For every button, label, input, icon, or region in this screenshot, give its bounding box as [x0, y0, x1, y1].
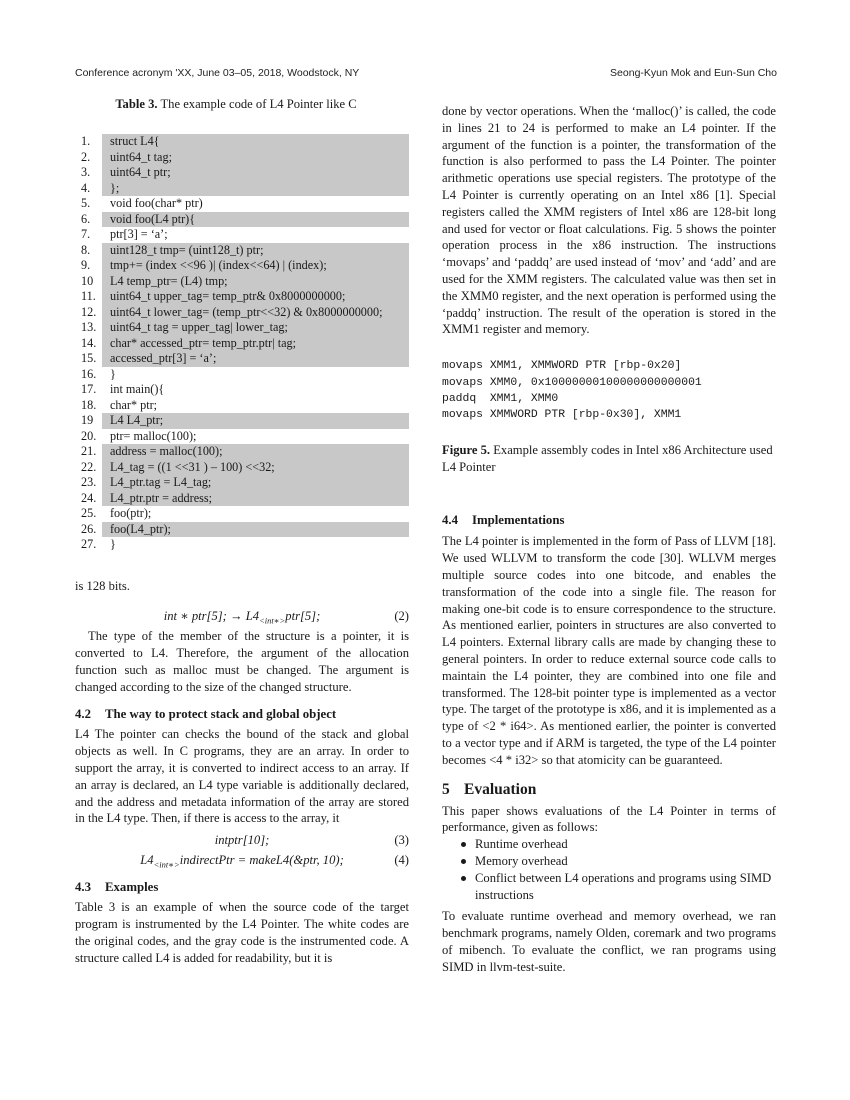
asm-line: movaps XMM0, 0x10000000100000000000001	[442, 376, 702, 389]
code-line-number: 5.	[81, 196, 91, 210]
figure-5-caption	[442, 442, 776, 476]
paragraph-type: The type of the member of the structure is a pointer, it is converted to L4. Therefore, the argument of the allocation function such as malloc must be changed. The argument is changed according to the size of the changed structure.	[75, 629, 409, 694]
code-line-number: 11.	[81, 289, 96, 303]
paragraph-bits: is 128 bits.	[75, 578, 130, 593]
equation-2	[75, 606, 409, 626]
code-line-text: L4_tag = ((1 <<31 ) – 100) <<32;	[102, 460, 409, 476]
code-line-text: uint64_t upper_tag= temp_ptr& 0x8000000000;	[102, 289, 409, 305]
equation-2-math: int ∗ ptr[5]; → $L4_{<int∗>}ptr[5]$;	[163, 609, 321, 626]
code-line-number: 2.	[81, 149, 91, 164]
code-row	[75, 320, 409, 336]
code-line-number: 18.	[81, 397, 97, 412]
code-line-number: 20.	[81, 428, 97, 443]
code-line-text: L4 temp_ptr= (L4) tmp;	[102, 274, 409, 290]
paragraph-5-intro: This paper shows evaluations of the L4 Pointer in terms of performance, given as follows:	[442, 803, 776, 835]
paragraph-evaluation: To evaluate runtime overhead and memory overhead, we ran benchmark programs, namely Olden, coremark and two programs of mibench. To evaluate the conflict, we ran programs using SIMD in llvm-test-suite.	[442, 909, 776, 974]
running-header-right: Seong-Kyun Mok and Eun-Sun Cho	[610, 67, 777, 79]
paragraph-vector-ops: done by vector operations. When the ‘malloc()’ is called, the code in lines 21 to 24 is performed to make an L4 pointer. If the argument of the function is a pointer, the transformation of the function is also performed to pass the L4 Pointer. The pointer arithmetic operations use special registers. The prototype of the L4 Pointer is currently operating on an Intel x86 [1]. Special registers called the XMM registers of Intel x86 are 128-bit long and used for vector or float calculations. Fig. 5 shows the pointer operation process in the x86 instruction. The instructions ‘movaps’ and ‘paddq’ are used instead of ‘mov’ and ‘add’ and are used for the XMM registers. The calculated value was then set in the XMM0 register, and the next operation is performed using the ‘paddq’ instruction. The result of the operation is stored in the XMM1 register and memory.	[442, 104, 776, 337]
section-4-4-heading: 4.4 Implementations	[442, 513, 565, 528]
code-row	[75, 243, 409, 259]
right-column	[442, 95, 776, 976]
code-line-text: L4_ptr.ptr = address;	[102, 491, 409, 507]
code-line-text: L4_ptr.tag = L4_tag;	[102, 475, 409, 491]
code-row	[75, 289, 409, 305]
code-row	[75, 506, 409, 522]
code-line-number: 25.	[81, 506, 97, 520]
asm-line: paddq XMM1, XMM0	[442, 392, 559, 405]
paragraph-4-2: L4 The pointer can checks the bound of the stack and global objects as well. In C programs, they are an array. In order to support the array, it is converted to indirect access to an array. If an array is declared, an L4 type variable is additionally declared, and the address and metadata information of the array are stored in the L4 type. Then, if there is access to the array, it	[75, 727, 409, 826]
code-line-number: 8.	[81, 242, 91, 257]
code-line-number: 9.	[81, 258, 91, 272]
code-line-text: }	[110, 366, 116, 381]
code-line-number: 6.	[81, 211, 91, 226]
code-row	[75, 351, 409, 367]
equation-3-math: intptr[10];	[214, 833, 270, 848]
equation-3	[75, 830, 409, 850]
paragraph-4-4: The L4 pointer is implemented in the form of Pass of LLVM [18]. We used WLLVM to transform the code [30]. WLLVM merges multiple source codes into one bitcode, and enables the transformation of the code into a single file. The reason for making one-bit code is to ensure correspondence to the structure. As mentioned earlier, pointers in structures are also converted to L4 pointers. External library calls are made by changing these to general pointers. In order to reduce external source code calls to maintain the L4 pointer, they are combined into one file and transformed. The 128-bit pointer type is implemented as a vector type. The target of the prototype is x86, and it is implemented as a type of <2 * i64>. As mentioned earlier, the pointer is converted to a vector type and if ARM is targeted, the type of the L4 pointer becomes <4 * i32> so that atomicity can be guaranteed.	[442, 534, 776, 767]
code-line-text: uint64_t lower_tag= (temp_ptr<<32) & 0x8000000000;	[102, 305, 409, 321]
code-table	[75, 134, 409, 553]
equation-3-number: (3)	[394, 833, 409, 848]
code-row	[75, 460, 409, 476]
code-line-text: }	[110, 537, 116, 551]
code-line-number: 17.	[81, 382, 97, 396]
code-line-text: tmp+= (index <<96 )| (index<<64) | (index);	[102, 258, 409, 274]
code-line-number: 27.	[81, 537, 97, 551]
code-line-number: 10	[81, 273, 94, 288]
code-row	[75, 274, 409, 290]
code-line-text: struct L4{	[102, 134, 409, 150]
code-line-number: 13.	[81, 320, 97, 334]
code-row	[75, 475, 409, 491]
code-line-text: uint64_t tag;	[102, 150, 409, 166]
code-line-text: void foo(char* ptr)	[110, 196, 203, 210]
equation-4	[75, 850, 409, 870]
code-line-number: 14.	[81, 335, 97, 350]
table-caption-text: The example code of L4 Pointer like C	[160, 97, 357, 111]
section-4-2-heading: 4.2 The way to protect stack and global object	[75, 707, 337, 722]
code-row	[75, 181, 409, 197]
code-row	[75, 336, 409, 352]
code-row	[75, 227, 409, 243]
code-row	[75, 367, 409, 383]
assembly-listing	[442, 358, 776, 424]
code-line-text: address = malloc(100);	[102, 444, 409, 460]
code-line-number: 22.	[81, 459, 97, 474]
equation-2-number: (2)	[394, 609, 409, 624]
table-caption	[75, 97, 409, 112]
code-line-number: 4.	[81, 180, 91, 195]
code-line-number: 16.	[81, 366, 97, 381]
code-line-text: };	[102, 181, 409, 197]
code-line-number: 23.	[81, 475, 97, 489]
code-row	[75, 305, 409, 321]
code-row	[75, 398, 409, 414]
section-4-3-heading: 4.3 Examples	[75, 880, 159, 895]
table-label: Table 3.	[115, 97, 158, 111]
code-line-text: uint64_t tag = upper_tag| lower_tag;	[102, 320, 409, 336]
section-5-heading: 5 Evaluation	[442, 780, 537, 798]
list-item: Runtime overhead	[442, 836, 776, 853]
code-line-number: 21.	[81, 444, 97, 458]
asm-line: movaps XMMWORD PTR [rbp-0x30], XMM1	[442, 409, 682, 422]
code-line-text: accessed_ptr[3] = ‘a’;	[102, 351, 409, 367]
code-row	[75, 413, 409, 429]
code-line-number: 19	[81, 413, 94, 427]
figure-5-caption-text: Example assembly codes in Intel x86 Architecture used L4 Pointer	[442, 442, 773, 474]
code-row	[75, 537, 409, 553]
code-line-number: 26.	[81, 521, 97, 536]
code-row	[75, 382, 409, 398]
code-line-text: int main(){	[110, 382, 165, 396]
code-line-text: char* accessed_ptr= temp_ptr.ptr| tag;	[102, 336, 409, 352]
code-line-text: void foo(L4 ptr){	[102, 212, 409, 228]
code-line-number: 1.	[81, 134, 91, 148]
equation-4-number: (4)	[394, 853, 409, 868]
running-header-left: Conference acronym 'XX, June 03–05, 2018, Woodstock, NY	[75, 67, 360, 79]
figure-5-label: Figure 5.	[442, 442, 491, 457]
code-row	[75, 196, 409, 212]
evaluation-list	[442, 836, 776, 903]
list-item: Memory overhead	[442, 853, 776, 870]
equation-4-math: $L4_{<int∗>}indirectPtr$ = makeL4(&ptr, 10);	[140, 853, 344, 870]
left-column	[75, 95, 409, 966]
code-line-text: char* ptr;	[110, 397, 158, 412]
code-line-text: L4 L4_ptr;	[102, 413, 409, 429]
code-row	[75, 444, 409, 460]
code-row	[75, 165, 409, 181]
code-row	[75, 491, 409, 507]
code-line-text: uint64_t ptr;	[102, 165, 409, 181]
code-line-number: 3.	[81, 165, 91, 179]
code-line-number: 15.	[81, 351, 97, 365]
code-row	[75, 429, 409, 445]
code-row	[75, 522, 409, 538]
asm-line: movaps XMM1, XMMWORD PTR [rbp-0x20]	[442, 360, 682, 373]
code-row	[75, 134, 409, 150]
code-line-number: 7.	[81, 227, 91, 241]
code-row	[75, 212, 409, 228]
code-line-number: 12.	[81, 304, 97, 319]
code-line-text: foo(L4_ptr);	[102, 522, 409, 538]
paragraph-4-3: Table 3 is an example of when the source code of the target program is instrumented by the L4 Pointer. The white codes are the original codes, and the gray code is the instrumented code. A structure called L4 is added for readability, but it is	[75, 900, 409, 965]
code-line-text: uint128_t tmp= (uint128_t) ptr;	[102, 243, 409, 259]
code-row	[75, 258, 409, 274]
code-line-text: ptr[3] = ‘a’;	[110, 227, 168, 241]
code-line-number: 24.	[81, 490, 97, 505]
code-line-text: foo(ptr);	[110, 506, 152, 520]
list-item: Conflict between L4 operations and programs using SIMD instructions	[442, 870, 776, 904]
code-line-text: ptr= malloc(100);	[110, 428, 197, 443]
code-row	[75, 150, 409, 166]
